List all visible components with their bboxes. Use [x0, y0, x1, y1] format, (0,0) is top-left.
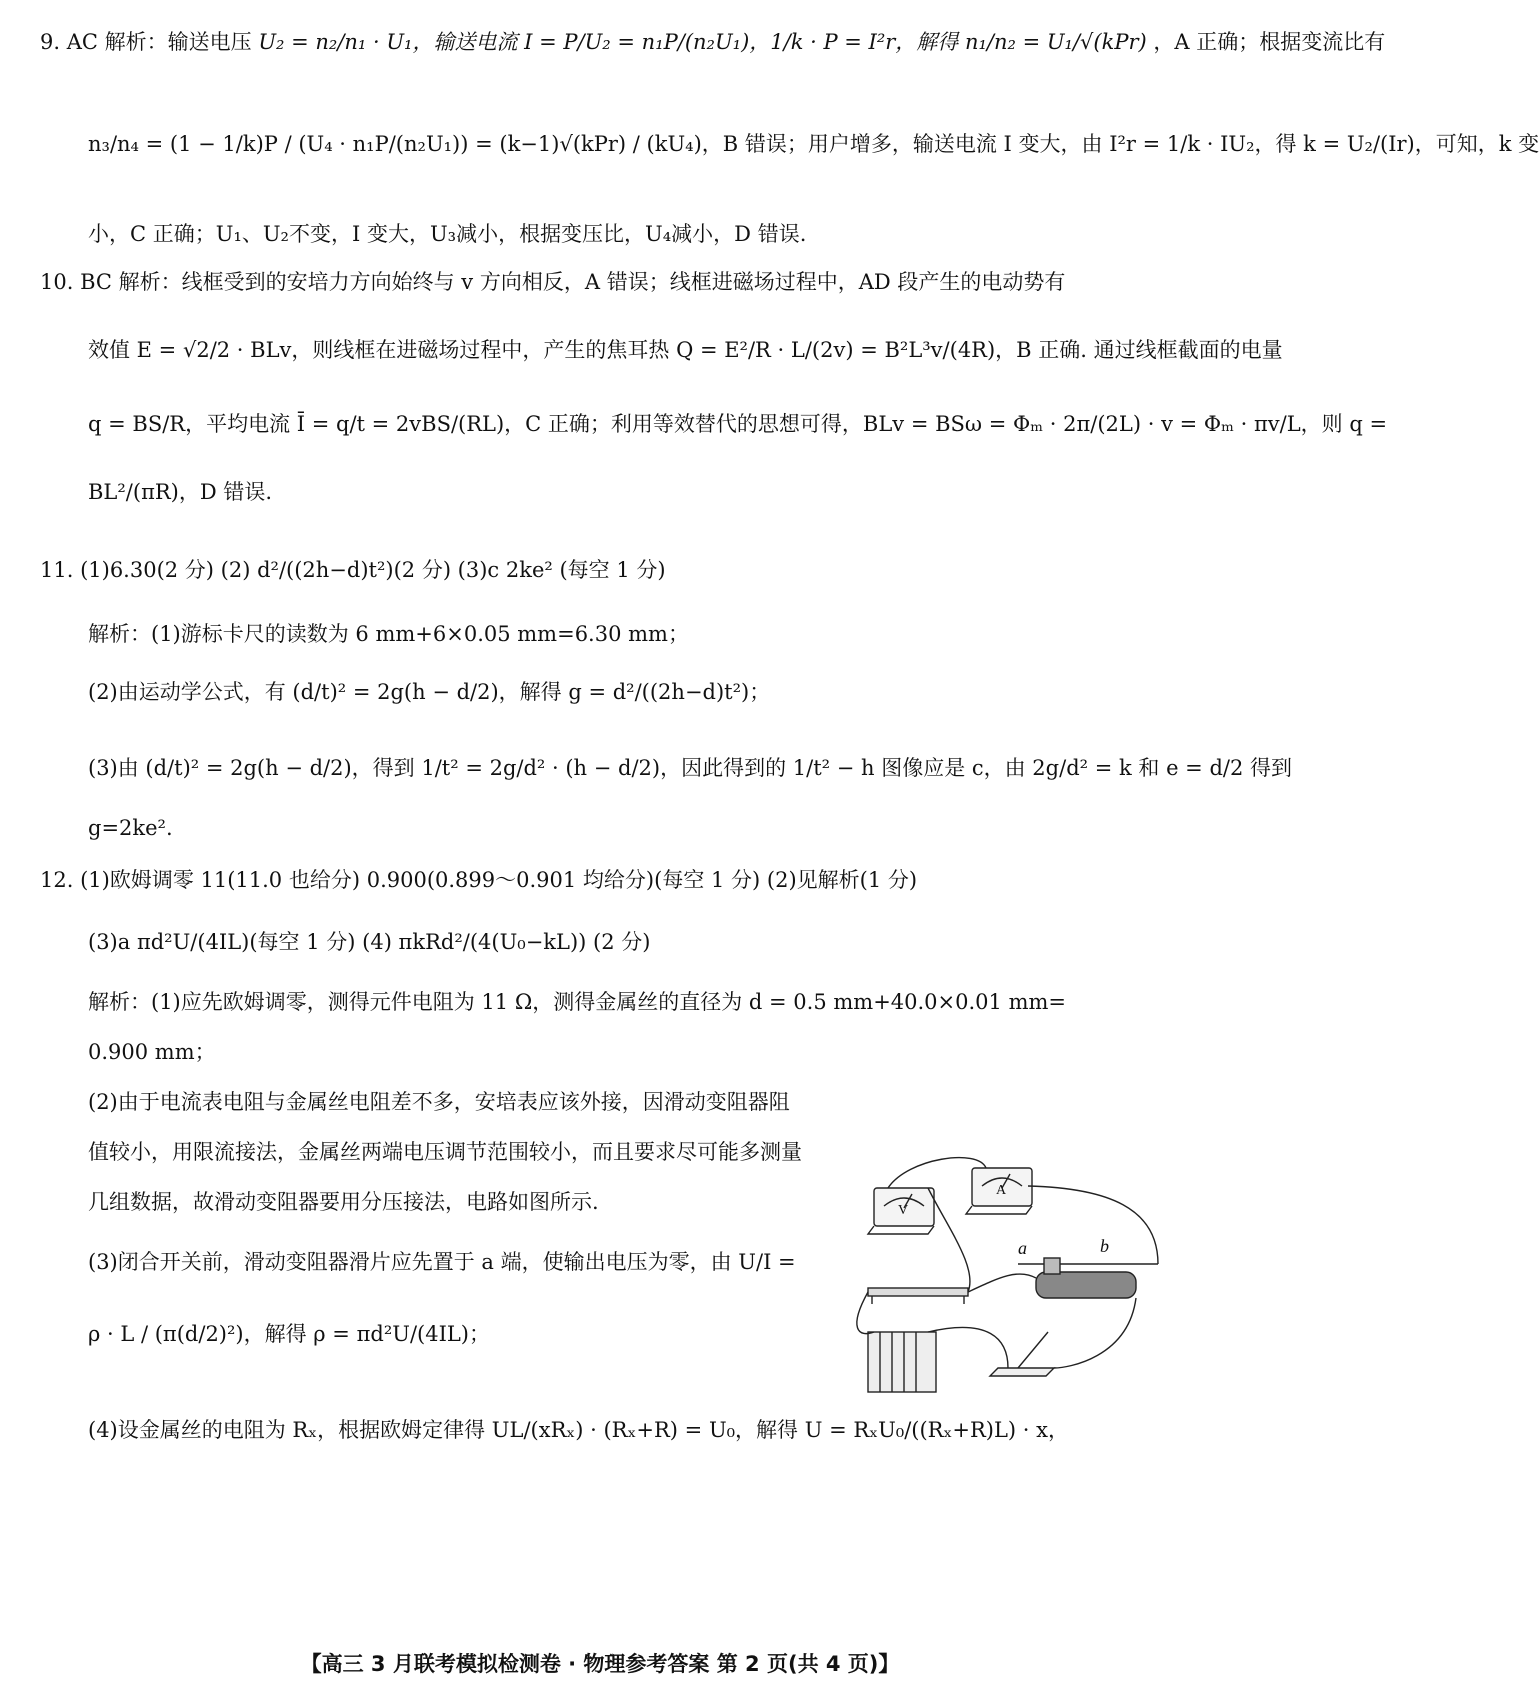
rheostat: [1018, 1258, 1158, 1298]
page-footer: 【高三 3 月联考模拟检测卷 · 物理参考答案 第 2 页(共 4 页)】: [300, 1652, 900, 1676]
q12-line3: 解析：(1)应先欧姆调零，测得元件电阻为 11 Ω，测得金属丝的直径为 d = 0.5 mm+40.0×0.01 mm=: [88, 990, 1066, 1014]
q9-line1-equations: U₂ = n₂/n₁ · U₁，输送电流 I = P/U₂ = n₁P/(n₂U₁)，1/k · P = I²r，解得 n₁/n₂ = U₁/√(kPr): [258, 30, 1147, 54]
q11-line4: (3)由 (d/t)² = 2g(h − d/2)，得到 1/t² = 2g/d² · (h − d/2)，因此得到的 1/t² − h 图像应是 c，由 2g/d² = k 和 e = d/2 得到: [88, 756, 1293, 780]
q10-line4: BL²/(πR)，D 错误.: [88, 480, 273, 504]
q11-line3: (2)由运动学公式，有 (d/t)² = 2g(h − d/2)，解得 g = d²/((2h−d)t²)；: [88, 680, 771, 704]
q12-line4: 0.900 mm；: [88, 1040, 216, 1064]
q9-line2: n₃/n₄ = (1 − 1/k)P / (U₄ · n₁P/(n₂U₁)) = (k−1)√(kPr) / (kU₄)，B 错误；用户增多，输送电流 I 变大，由 I²r = 1/k · IU₂，得 k = U₂/(Ir)，可知，k 变: [88, 132, 1539, 156]
q11-line1: 11. (1)6.30(2 分) (2) d²/((2h−d)t²)(2 分) (3)c 2ke² (每空 1 分): [40, 558, 666, 582]
wire-board: [868, 1288, 968, 1304]
q12-line8: (3)闭合开关前，滑动变阻器滑片应先置于 a 端，使输出电压为零，由 U/I =: [88, 1250, 796, 1274]
q9-line1-tail: ，A 正确；根据变流比有: [1153, 30, 1386, 54]
q11-line2: 解析：(1)游标卡尺的读数为 6 mm+6×0.05 mm=6.30 mm；: [88, 622, 689, 646]
q12-line6: 值较小，用限流接法，金属丝两端电压调节范围较小，而且要求尽可能多测量: [88, 1140, 802, 1164]
q9-line1: [40, 30, 1385, 55]
q10-line3: q = BS/R，平均电流 Ī = q/t = 2vBS/(RL)，C 正确；利用等效替代的思想可得，BLv = BSω = Φₘ · 2π/(2L) · v = Φₘ · πv/L，则 q =: [88, 412, 1388, 436]
ammeter-label: A: [996, 1183, 1007, 1198]
circuit-diagram: [868, 1168, 1168, 1398]
q12-line1: 12. (1)欧姆调零 11(11.0 也给分) 0.900(0.899～0.901 均给分)(每空 1 分) (2)见解析(1 分): [40, 868, 918, 892]
battery: [868, 1332, 936, 1392]
q12-line5: (2)由于电流表电阻与金属丝电阻差不多，安培表应该外接，因滑动变阻器阻: [88, 1090, 790, 1114]
q12-line9: ρ · L / (π(d/2)²)，解得 ρ = πd²U/(4IL)；: [88, 1322, 491, 1346]
q12-line7: 几组数据，故滑动变阻器要用分压接法，电路如图所示.: [88, 1190, 599, 1214]
switch: [990, 1332, 1054, 1376]
q10-line1: 10. BC 解析：线框受到的安培力方向始终与 v 方向相反，A 错误；线框进磁场过程中，AD 段产生的电动势有: [40, 270, 1066, 294]
q10-line2: 效值 E = √2/2 · BLv，则线框在进磁场过程中，产生的焦耳热 Q = E²/R · L/(2v) = B²L³v/(4R)，B 正确. 通过线框截面的电量: [88, 338, 1283, 362]
q11-line5: g=2ke².: [88, 816, 173, 840]
q9-line3: 小，C 正确；U₁、U₂不变，I 变大，U₃减小，根据变压比，U₄减小，D 错误.: [88, 222, 807, 246]
q9-line1-text: 9. AC 解析：输送电压: [40, 30, 252, 54]
rheostat-end-a: a: [1018, 1238, 1027, 1258]
rheostat-end-b: b: [1100, 1236, 1109, 1256]
q12-line10: (4)设金属丝的电阻为 Rₓ，根据欧姆定律得 UL/(xRₓ) · (Rₓ+R) = U₀，解得 U = RₓU₀/((Rₓ+R)L) · x，: [88, 1418, 1069, 1442]
q12-line2: (3)a πd²U/(4IL)(每空 1 分) (4) πkRd²/(4(U₀−kL)) (2 分): [88, 930, 651, 954]
voltmeter-label: V: [898, 1203, 909, 1218]
